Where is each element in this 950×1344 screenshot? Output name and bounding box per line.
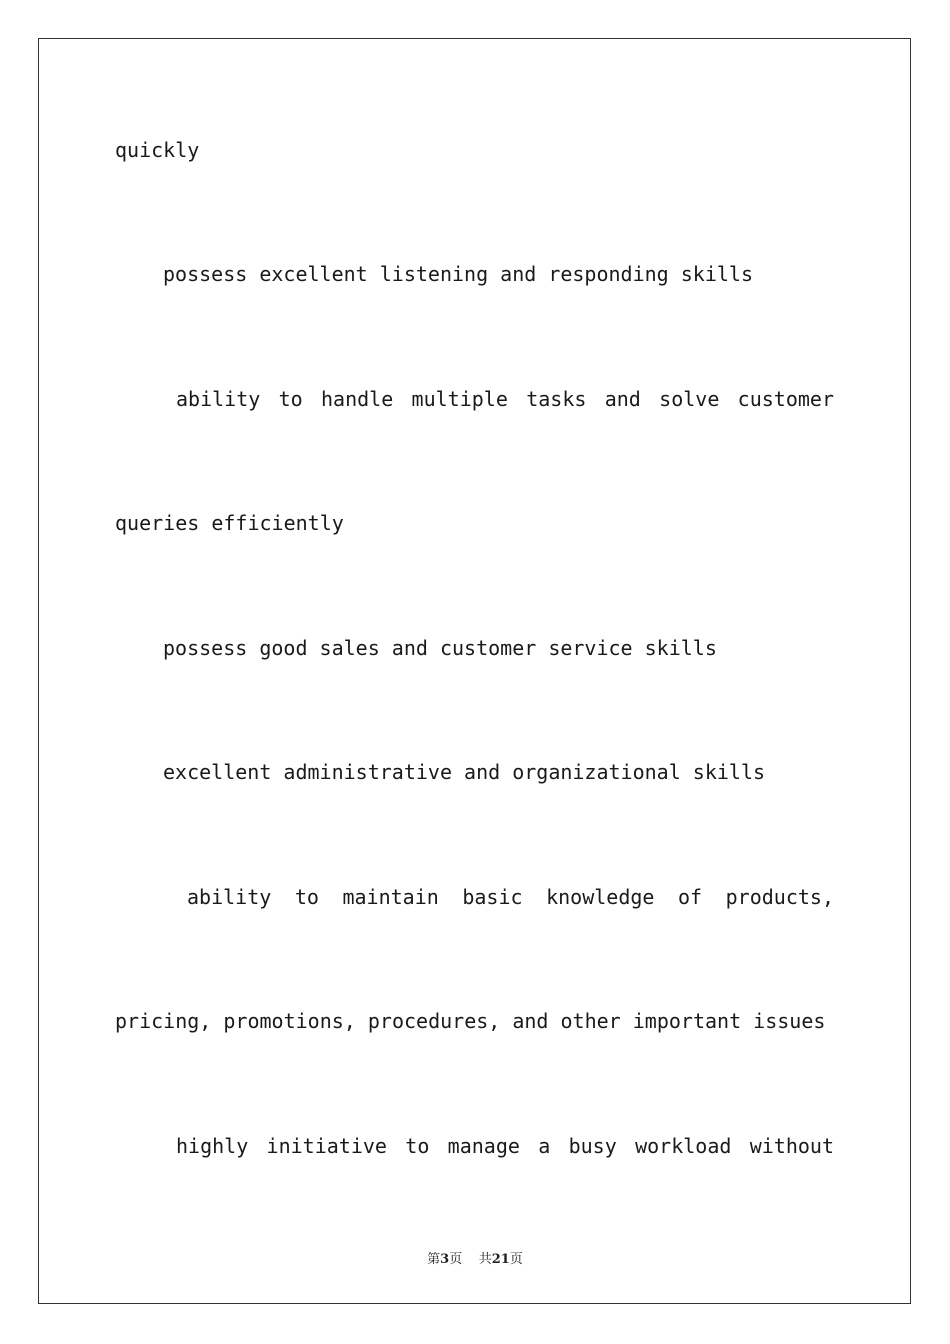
body-line-7: ability to maintain basic knowledge of products,	[187, 885, 834, 909]
total-pages: 21	[491, 1252, 510, 1267]
page-number: 3	[440, 1252, 450, 1267]
page-footer	[0, 1248, 950, 1267]
body-line-5: possess good sales and customer service skills	[163, 636, 717, 660]
total-prefix: 共	[478, 1252, 492, 1267]
page-suffix: 页	[449, 1252, 463, 1267]
body-line-9: highly initiative to manage a busy workload without	[176, 1134, 834, 1158]
body-line-1: quickly	[115, 138, 200, 162]
body-line-4: queries efficiently	[115, 511, 344, 535]
body-line-3: ability to handle multiple tasks and solve customer	[176, 387, 834, 411]
total-suffix: 页	[509, 1252, 523, 1267]
body-line-8: pricing, promotions, procedures, and other important issues	[115, 1009, 826, 1033]
body-line-6: excellent administrative and organizational skills	[163, 760, 766, 784]
body-line-2: possess excellent listening and responding skills	[163, 262, 754, 286]
page-border	[38, 38, 911, 1304]
page-prefix: 第	[427, 1252, 441, 1267]
